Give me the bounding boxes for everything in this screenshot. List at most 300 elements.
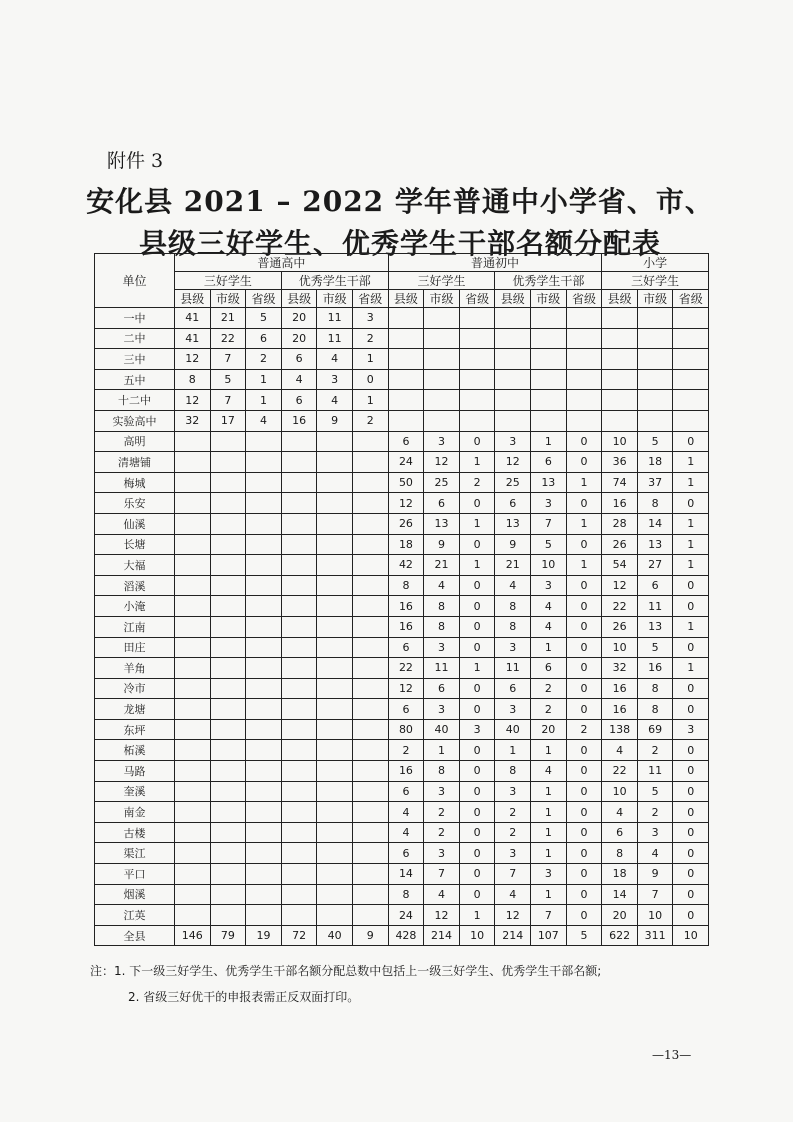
- cell-value: [175, 884, 211, 905]
- cell-value: 16: [602, 493, 638, 514]
- cell-value: [210, 555, 246, 576]
- cell-value: [281, 596, 317, 617]
- cell-value: [637, 369, 673, 390]
- cell-value: 0: [673, 781, 709, 802]
- cell-value: [352, 431, 388, 452]
- cell-value: 18: [388, 534, 424, 555]
- cell-value: [352, 781, 388, 802]
- cell-value: [424, 410, 460, 431]
- table-row: [95, 349, 709, 370]
- cell-value: 1: [531, 637, 567, 658]
- table-row: [95, 637, 709, 658]
- table-row: [95, 781, 709, 802]
- cell-value: 3: [637, 822, 673, 843]
- cell-value: 11: [495, 658, 531, 679]
- cell-value: 7: [210, 349, 246, 370]
- cell-value: 13: [637, 616, 673, 637]
- cell-value: 2: [424, 802, 460, 823]
- table-row: [95, 761, 709, 782]
- header-level-county: 县级: [495, 290, 531, 308]
- cell-value: 41: [175, 308, 211, 329]
- cell-value: 11: [637, 596, 673, 617]
- cell-value: 24: [388, 905, 424, 926]
- cell-value: 214: [495, 925, 531, 946]
- cell-value: 0: [566, 534, 602, 555]
- cell-value: 0: [459, 596, 495, 617]
- cell-value: [637, 308, 673, 329]
- cell-value: [352, 761, 388, 782]
- cell-value: 4: [388, 822, 424, 843]
- cell-unit: 龙塘: [95, 699, 175, 720]
- cell-value: [424, 308, 460, 329]
- cell-value: 4: [424, 575, 460, 596]
- cell-value: 9: [495, 534, 531, 555]
- cell-value: [637, 390, 673, 411]
- cell-value: [424, 349, 460, 370]
- cell-value: [210, 884, 246, 905]
- cell-value: 9: [637, 864, 673, 885]
- cell-value: [246, 781, 282, 802]
- cell-value: 0: [459, 575, 495, 596]
- table-row: [95, 884, 709, 905]
- cell-value: 1: [673, 555, 709, 576]
- cell-value: [175, 616, 211, 637]
- cell-value: [210, 905, 246, 926]
- cell-value: [281, 864, 317, 885]
- cell-value: 1: [673, 616, 709, 637]
- table-row: [95, 699, 709, 720]
- cell-value: 1: [531, 884, 567, 905]
- cell-value: 12: [388, 678, 424, 699]
- header-level-province: 省级: [459, 290, 495, 308]
- cell-unit: 小淹: [95, 596, 175, 617]
- cell-value: 0: [566, 884, 602, 905]
- cell-value: 0: [459, 740, 495, 761]
- cell-value: [175, 761, 211, 782]
- cell-value: [175, 699, 211, 720]
- cell-value: [424, 390, 460, 411]
- cell-value: 0: [566, 637, 602, 658]
- cell-value: 6: [388, 781, 424, 802]
- cell-value: [175, 452, 211, 473]
- cell-value: 25: [495, 472, 531, 493]
- cell-value: [281, 472, 317, 493]
- cell-value: [210, 781, 246, 802]
- cell-value: 0: [459, 822, 495, 843]
- cell-value: 0: [673, 699, 709, 720]
- cell-value: [317, 843, 353, 864]
- cell-value: 0: [673, 431, 709, 452]
- cell-value: 8: [424, 616, 460, 637]
- cell-value: 41: [175, 328, 211, 349]
- notes: [90, 958, 601, 1010]
- cell-value: 0: [673, 822, 709, 843]
- table-row: [95, 390, 709, 411]
- cell-value: [281, 658, 317, 679]
- header-level-city: 市级: [637, 290, 673, 308]
- cell-value: 3: [531, 575, 567, 596]
- cell-value: 0: [459, 493, 495, 514]
- cell-value: 7: [210, 390, 246, 411]
- cell-value: 10: [673, 925, 709, 946]
- cell-value: [459, 410, 495, 431]
- cell-value: [317, 575, 353, 596]
- cell-value: 12: [175, 349, 211, 370]
- cell-value: 5: [566, 925, 602, 946]
- cell-value: 0: [566, 431, 602, 452]
- cell-value: 4: [281, 369, 317, 390]
- table-row: [95, 822, 709, 843]
- cell-value: 14: [602, 884, 638, 905]
- cell-value: [175, 575, 211, 596]
- table-row: [95, 555, 709, 576]
- cell-value: [175, 781, 211, 802]
- cell-value: 1: [566, 513, 602, 534]
- cell-value: 0: [459, 699, 495, 720]
- cell-value: [281, 781, 317, 802]
- cell-value: [175, 472, 211, 493]
- cell-value: [246, 864, 282, 885]
- cell-value: 1: [566, 555, 602, 576]
- cell-value: 10: [459, 925, 495, 946]
- cell-value: [352, 740, 388, 761]
- cell-value: 4: [637, 843, 673, 864]
- header-level-province: 省级: [673, 290, 709, 308]
- cell-value: 8: [637, 493, 673, 514]
- cell-value: 428: [388, 925, 424, 946]
- cell-value: [317, 534, 353, 555]
- cell-value: [495, 369, 531, 390]
- cell-value: 16: [281, 410, 317, 431]
- cell-value: 16: [388, 596, 424, 617]
- cell-value: 32: [175, 410, 211, 431]
- cell-value: 0: [673, 884, 709, 905]
- cell-value: 13: [424, 513, 460, 534]
- cell-value: [281, 822, 317, 843]
- cell-value: 0: [459, 431, 495, 452]
- cell-value: 25: [424, 472, 460, 493]
- cell-value: 17: [210, 410, 246, 431]
- cell-value: 4: [388, 802, 424, 823]
- cell-value: 1: [246, 390, 282, 411]
- cell-value: 2: [495, 822, 531, 843]
- cell-value: 11: [317, 328, 353, 349]
- cell-value: 1: [352, 390, 388, 411]
- cell-value: 11: [637, 761, 673, 782]
- cell-value: 0: [673, 843, 709, 864]
- cell-value: [352, 472, 388, 493]
- cell-value: 311: [637, 925, 673, 946]
- cell-value: 4: [531, 761, 567, 782]
- cell-value: [531, 410, 567, 431]
- cell-value: [246, 493, 282, 514]
- cell-value: 4: [495, 884, 531, 905]
- cell-value: 1: [459, 513, 495, 534]
- cell-value: [673, 328, 709, 349]
- cell-value: [352, 884, 388, 905]
- cell-value: 107: [531, 925, 567, 946]
- cell-value: [531, 328, 567, 349]
- cell-value: [210, 864, 246, 885]
- cell-unit: 大福: [95, 555, 175, 576]
- cell-value: 1: [459, 452, 495, 473]
- cell-value: [566, 349, 602, 370]
- cell-value: [175, 905, 211, 926]
- cell-value: [317, 493, 353, 514]
- total-row: [95, 925, 709, 946]
- cell-value: [246, 678, 282, 699]
- cell-value: [388, 390, 424, 411]
- cell-value: 0: [673, 596, 709, 617]
- cell-value: 8: [388, 575, 424, 596]
- cell-value: 3: [531, 864, 567, 885]
- cell-value: 0: [566, 864, 602, 885]
- cell-value: 4: [424, 884, 460, 905]
- cell-value: [175, 555, 211, 576]
- table-row: [95, 369, 709, 390]
- cell-value: [495, 410, 531, 431]
- cell-value: 0: [673, 575, 709, 596]
- cell-value: 1: [673, 452, 709, 473]
- header-level-county: 县级: [602, 290, 638, 308]
- cell-value: [352, 452, 388, 473]
- cell-value: [566, 328, 602, 349]
- cell-value: 0: [566, 843, 602, 864]
- cell-value: [317, 884, 353, 905]
- cell-unit: 乐安: [95, 493, 175, 514]
- cell-value: 20: [602, 905, 638, 926]
- cell-value: [175, 802, 211, 823]
- header-youxiu: 优秀学生干部: [495, 272, 602, 290]
- header-level-county: 县级: [388, 290, 424, 308]
- cell-value: 36: [602, 452, 638, 473]
- cell-value: 4: [317, 390, 353, 411]
- cell-value: [210, 596, 246, 617]
- cell-value: [317, 596, 353, 617]
- cell-value: 0: [566, 781, 602, 802]
- cell-value: 24: [388, 452, 424, 473]
- cell-value: [495, 308, 531, 329]
- cell-value: 0: [673, 493, 709, 514]
- document-title-line1: 安化县 2021 – 2022 学年普通中小学省、市、: [86, 185, 714, 218]
- cell-value: 0: [459, 802, 495, 823]
- cell-value: [317, 658, 353, 679]
- cell-value: 0: [459, 761, 495, 782]
- cell-value: 7: [531, 905, 567, 926]
- cell-value: [352, 843, 388, 864]
- cell-value: 12: [424, 905, 460, 926]
- cell-value: 0: [459, 678, 495, 699]
- cell-value: [602, 349, 638, 370]
- cell-value: 2: [531, 678, 567, 699]
- cell-value: 2: [566, 719, 602, 740]
- cell-value: 6: [281, 390, 317, 411]
- cell-value: 3: [352, 308, 388, 329]
- table-row: [95, 843, 709, 864]
- cell-value: 10: [602, 637, 638, 658]
- cell-value: [317, 616, 353, 637]
- header-group-primary: 小学: [602, 254, 709, 272]
- table-row: [95, 308, 709, 329]
- cell-value: 1: [459, 555, 495, 576]
- cell-value: [210, 719, 246, 740]
- cell-value: [352, 575, 388, 596]
- cell-value: 27: [637, 555, 673, 576]
- cell-value: 3: [424, 781, 460, 802]
- cell-value: 0: [566, 616, 602, 637]
- cell-value: 4: [531, 596, 567, 617]
- cell-value: [246, 822, 282, 843]
- cell-value: [281, 616, 317, 637]
- document-title-line2: 县级三好学生、优秀学生干部名额分配表: [138, 227, 661, 260]
- table-row: [95, 596, 709, 617]
- cell-value: [246, 719, 282, 740]
- cell-value: 6: [637, 575, 673, 596]
- cell-value: 0: [459, 616, 495, 637]
- cell-value: 0: [566, 493, 602, 514]
- cell-value: [281, 513, 317, 534]
- cell-value: 3: [459, 719, 495, 740]
- cell-value: [175, 493, 211, 514]
- cell-value: [602, 410, 638, 431]
- cell-value: 22: [602, 596, 638, 617]
- cell-value: 1: [531, 822, 567, 843]
- cell-value: 0: [459, 864, 495, 885]
- cell-value: [175, 864, 211, 885]
- cell-unit: 东坪: [95, 719, 175, 740]
- cell-value: 16: [388, 761, 424, 782]
- cell-value: 1: [531, 740, 567, 761]
- cell-value: 14: [388, 864, 424, 885]
- cell-value: [352, 637, 388, 658]
- cell-value: 1: [531, 802, 567, 823]
- cell-value: 26: [602, 534, 638, 555]
- attachment-label: 附件 3: [107, 150, 164, 172]
- cell-unit: 马路: [95, 761, 175, 782]
- cell-value: 12: [424, 452, 460, 473]
- cell-value: 1: [673, 658, 709, 679]
- cell-value: 0: [459, 637, 495, 658]
- cell-value: 22: [210, 328, 246, 349]
- cell-value: 0: [566, 740, 602, 761]
- cell-value: [459, 390, 495, 411]
- cell-value: 10: [602, 431, 638, 452]
- cell-value: 72: [281, 925, 317, 946]
- cell-value: [352, 555, 388, 576]
- cell-value: 1: [673, 472, 709, 493]
- cell-value: [673, 410, 709, 431]
- cell-value: 0: [566, 905, 602, 926]
- cell-value: 1: [531, 781, 567, 802]
- cell-value: 80: [388, 719, 424, 740]
- cell-value: 42: [388, 555, 424, 576]
- cell-value: 26: [602, 616, 638, 637]
- cell-value: 54: [602, 555, 638, 576]
- cell-value: [175, 534, 211, 555]
- cell-value: [246, 761, 282, 782]
- cell-value: [210, 534, 246, 555]
- header-level-province: 省级: [246, 290, 282, 308]
- cell-value: 6: [281, 349, 317, 370]
- cell-value: 6: [424, 493, 460, 514]
- cell-value: 10: [602, 781, 638, 802]
- cell-value: [531, 349, 567, 370]
- cell-value: 0: [673, 678, 709, 699]
- cell-value: [317, 678, 353, 699]
- cell-value: 40: [424, 719, 460, 740]
- cell-value: [459, 369, 495, 390]
- cell-value: [175, 678, 211, 699]
- cell-value: [317, 513, 353, 534]
- cell-value: [495, 328, 531, 349]
- cell-value: [246, 637, 282, 658]
- cell-value: 4: [246, 410, 282, 431]
- cell-value: [246, 905, 282, 926]
- cell-value: 0: [673, 740, 709, 761]
- cell-value: 4: [602, 740, 638, 761]
- cell-value: [175, 637, 211, 658]
- cell-value: [424, 328, 460, 349]
- cell-value: 6: [424, 678, 460, 699]
- cell-value: [424, 369, 460, 390]
- table-row: [95, 802, 709, 823]
- cell-unit: 滔溪: [95, 575, 175, 596]
- cell-value: 0: [566, 761, 602, 782]
- cell-value: 13: [637, 534, 673, 555]
- header-level-county: 县级: [175, 290, 211, 308]
- cell-unit: 仙溪: [95, 513, 175, 534]
- cell-value: 1: [459, 658, 495, 679]
- cell-value: [246, 555, 282, 576]
- cell-unit: 高明: [95, 431, 175, 452]
- header-youxiu: 优秀学生干部: [281, 272, 388, 290]
- cell-unit: 冷市: [95, 678, 175, 699]
- header-level-province: 省级: [352, 290, 388, 308]
- cell-unit: 一中: [95, 308, 175, 329]
- cell-value: [352, 699, 388, 720]
- cell-value: 3: [424, 843, 460, 864]
- table-row: [95, 493, 709, 514]
- cell-value: [246, 740, 282, 761]
- cell-value: 3: [531, 493, 567, 514]
- cell-value: [388, 349, 424, 370]
- cell-value: [175, 822, 211, 843]
- cell-value: [246, 616, 282, 637]
- cell-value: [246, 534, 282, 555]
- cell-value: 16: [602, 678, 638, 699]
- table-row: [95, 472, 709, 493]
- cell-value: 69: [637, 719, 673, 740]
- cell-value: [352, 534, 388, 555]
- cell-value: [637, 410, 673, 431]
- cell-value: 1: [531, 431, 567, 452]
- cell-value: 5: [531, 534, 567, 555]
- cell-value: [281, 905, 317, 926]
- cell-value: 40: [317, 925, 353, 946]
- cell-value: 2: [637, 740, 673, 761]
- cell-value: 12: [602, 575, 638, 596]
- cell-unit: 奎溪: [95, 781, 175, 802]
- cell-value: 0: [459, 534, 495, 555]
- cell-unit: 实验高中: [95, 410, 175, 431]
- cell-value: [175, 843, 211, 864]
- cell-value: 3: [424, 699, 460, 720]
- header-sanhao: 三好学生: [602, 272, 709, 290]
- cell-unit: 南金: [95, 802, 175, 823]
- cell-value: [281, 843, 317, 864]
- cell-value: 0: [566, 699, 602, 720]
- cell-value: 12: [495, 452, 531, 473]
